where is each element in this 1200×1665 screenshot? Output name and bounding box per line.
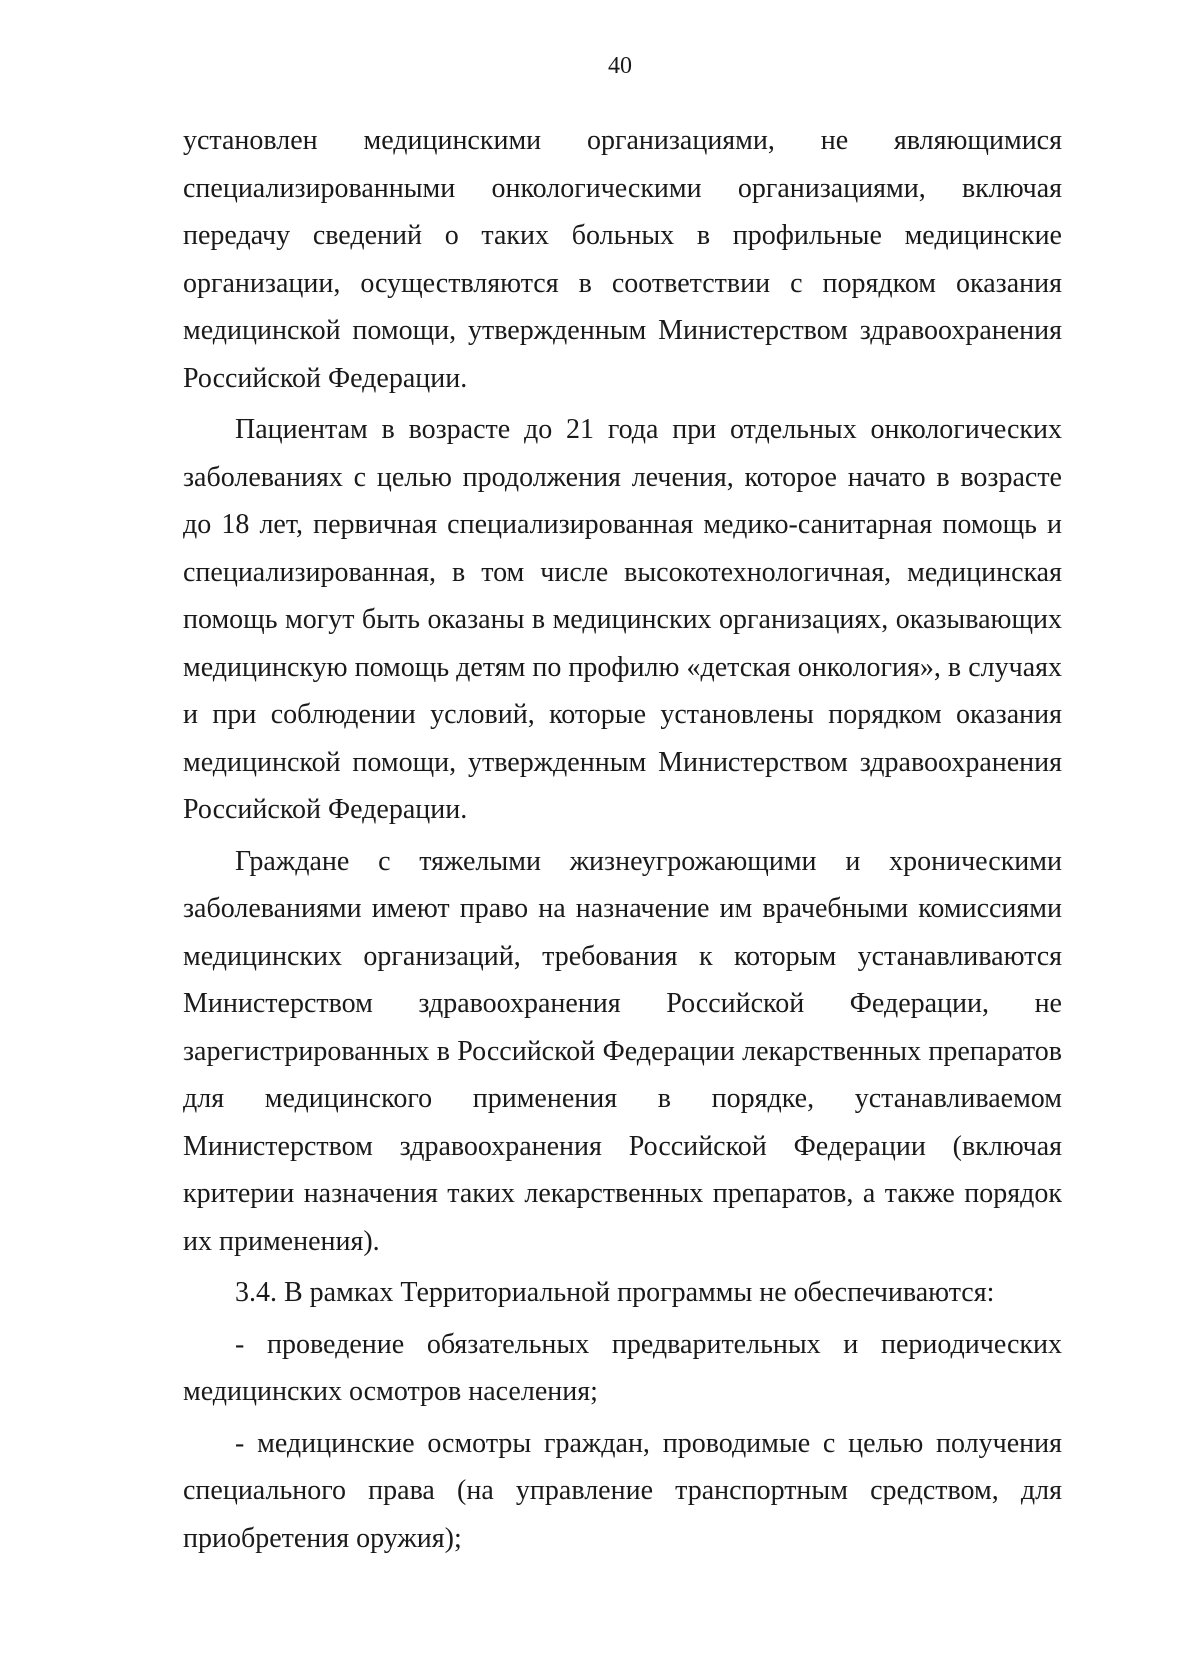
paragraph-unregistered-drugs: Граждане с тяжелыми жизнеугрожающими и хроническими заболеваниями имеют право на назначение им врачебными комиссиями медицинских организаций, требования к которым устанавливаются Министерством здравоохранения Российской Федерации, не зарегистрированных в Российской Федерации лекарственных препаратов для медицинского применения в порядке, устанавливаемом Министерством здравоохранения Российской Федерации (включая критерии назначения таких лекарственных препаратов, а также порядок их применения). [183,845,1062,1257]
list-item-mandatory-exams: - проведение обязательных предварительных и периодических медицинских осмотров населения; [183,1328,1062,1407]
page-number: 40 [608,53,632,79]
document-body [183,117,1062,1562]
paragraph-section-3-4: 3.4. В рамках Территориальной программы не обеспечиваются: [235,1277,995,1308]
list-item-special-right-exams: - медицинские осмотры граждан, проводимые с целью получения специального права (на управление транспортным средством, для приобретения оружия); [183,1427,1062,1554]
paragraph-continuation: установлен медицинскими организациями, не являющимися специализированными онкологическими организациями, включая передачу сведений о таких больных в профильные медицинские организации, осуществляются в соответствии с порядком оказания медицинской помощи, утвержденным Министерством здравоохранения Российской Федерации. [183,125,1062,394]
paragraph-pediatric-oncology: Пациентам в возрасте до 21 года при отдельных онкологических заболеваниях с целью продолжения лечения, которое начато в возрасте до 18 лет, первичная специализированная медико-санитарная помощь и специализированная, в том числе высокотехнологичная, медицинская помощь могут быть оказаны в медицинских организациях, оказывающих медицинскую помощь детям по профилю «детская онкология», в случаях и при соблюдении условий, которые установлены порядком оказания медицинской помощи, утвержденным Министерством здравоохранения Российской Федерации. [183,414,1062,825]
